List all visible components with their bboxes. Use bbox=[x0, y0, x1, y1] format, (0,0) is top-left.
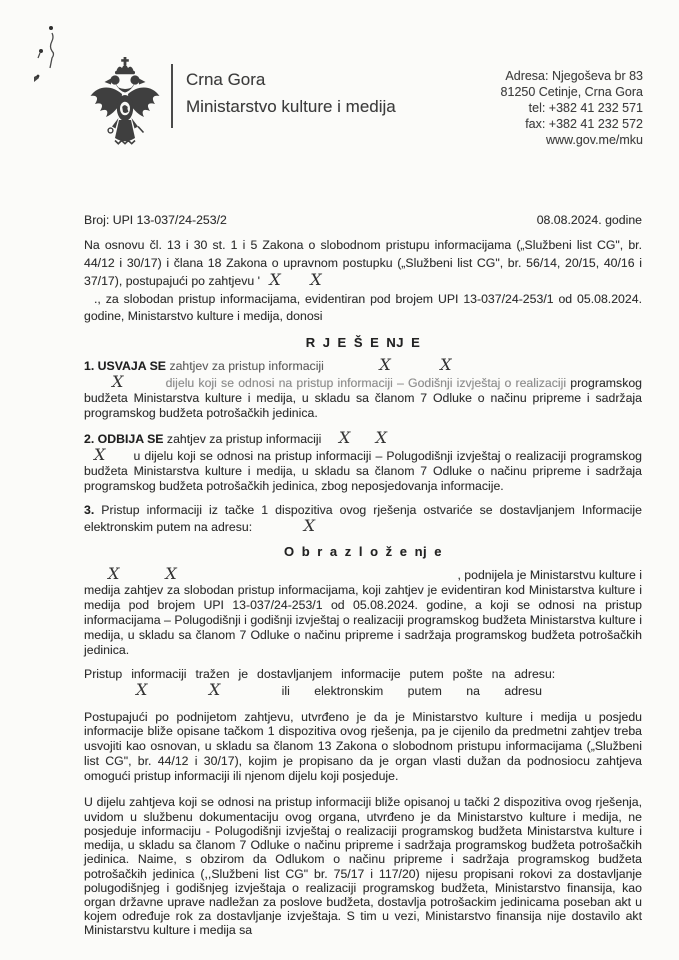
decision-item-1 bbox=[84, 354, 643, 421]
montenegro-coat-of-arms-icon bbox=[86, 56, 164, 160]
redaction-x-mark: X bbox=[136, 679, 148, 699]
doc-date: 08.08.2024. godine bbox=[536, 213, 642, 227]
contact-address-line2: 81250 Cetinje, Crna Gora bbox=[500, 85, 643, 99]
contact-tel: tel: +382 41 232 571 bbox=[528, 101, 643, 115]
obrazlozenje-heading: O b r a z l o ž e nj e bbox=[283, 543, 443, 559]
decision-1-faded-text: dijelu koji se odnosi na pristup informaciji – Godišnji izvještaj o realizaciji bbox=[165, 375, 567, 390]
decision-1-line1: zahtjev za pristup informaciji bbox=[169, 358, 324, 373]
contact-block bbox=[501, 68, 643, 148]
contact-fax: fax: +382 41 232 572 bbox=[525, 117, 643, 131]
contact-web: www.gov.me/mku bbox=[545, 133, 643, 147]
doc-number: Broj: UPI 13-037/24-253/2 bbox=[84, 213, 227, 227]
obrazlozenje-paragraph-2 bbox=[84, 667, 642, 699]
decision-1-rest: programskog budžeta Ministarstva kulture i medija, u skladu sa članom 7 Odluke o načinu pripreme i sadržaja programskog budžeta potrošačkih jedinica. bbox=[84, 375, 643, 420]
document-body bbox=[84, 212, 642, 938]
contact-address-line1: Adresa: Njegoševa br 83 bbox=[505, 69, 643, 83]
scan-artifact-marks bbox=[26, 20, 76, 95]
redaction-x-mark: X bbox=[112, 371, 124, 391]
redaction-x-mark: X bbox=[269, 270, 281, 289]
redaction-x-mark: X bbox=[379, 354, 391, 374]
obrazlozenje-p1-right-text: , podnijela je Ministarstvu kulture i bbox=[457, 567, 642, 582]
redaction-x-mark: X bbox=[338, 427, 351, 447]
meta-row bbox=[84, 212, 642, 228]
redaction-x-mark: X bbox=[310, 270, 322, 289]
obrazlozenje-p2-line2-tail: ili elektronskim putem na adresu bbox=[281, 683, 542, 698]
obrazlozenje-p1-line1 bbox=[84, 563, 642, 583]
decision-1-lead: 1. USVAJA SE bbox=[84, 358, 167, 373]
obrazlozenje-paragraph-4: U dijelu zahtjeva koji se odnosi na pristup informaciji bliže opisanoj u tački 2 dispozitiva ovog rješenja, uvidom u službenu dokumentaciju ovog organa, utvrđeno je da Ministarstvo kulture i medija, ne posjeduje informaciju - Polugodišnji izvještaj o realizaciji programskog budžeta Ministarstva kulture i medija, u skladu sa članom 7 Odluke o načinu pripreme i sadržaja programskog budžeta potrošačkih jedinica. Naime, s obzirom da Odlukom o načinu pripreme i sadržaja programskog budžeta potrošačkih jedinica (,,Službeni list CG" br. 75/17 i 117/20) nijesu propisani rokovi za dostavljanje polugodišnjeg i godišnjeg izvještaja o realizaciji programskog budžeta, Ministarstvo finansija, kao organ državne uprave nadležan za poslove budžeta, dostavlja potrošackim jedinicama poseban akt u kojem određuje rok za dostavljanje izvještaja. S tim u vezi, Ministarstvo finansija nije dostavilo akt Ministarstvu kulture i medija sa bbox=[84, 795, 642, 938]
intro-continuation: ., za slobodan pristup informacijama, evidentiran pod brojem UPI 13-037/24-253/1 od 05.08.2024. godine, Ministarstvo kulture i medija, donosi bbox=[84, 291, 642, 323]
obrazlozenje-paragraph-3: Postupajući po podnijetom zahtjevu, utvrđeno je da je Ministarstvo kulture i medija u posjedu informacije bliže opisane tačkom 1 dispozitiva ovog rješenja, pa je cijenilo da predmetni zahtjev treba usvojiti kao osnovan, u skladu sa članom 13 Zakona o slobodnom pristupu informacijama („Službeni list CG", br. 44/12 i 30/17), kojim je propisano da je organ vlasti dužan da podnosiocu zahtjeva omogući pristup informaciji ili njenom dijelu koji posjeduje. bbox=[84, 709, 642, 783]
decision-3-text: Pristup informaciji iz tačke 1 dispozitiva ovog rješenja ostvariće se dostavljanjem Informacije elektronskim putem na adresu: bbox=[84, 502, 642, 534]
letterhead-divider bbox=[171, 64, 173, 128]
redaction-x-mark: X bbox=[165, 563, 177, 583]
obrazlozenje-p2-line1: Pristup informaciji tražen je dostavljanjem informacije putem pošte na adresu: bbox=[84, 666, 556, 681]
redaction-x-mark: X bbox=[375, 427, 388, 447]
redaction-x-mark: X bbox=[108, 563, 120, 583]
org-country: Crna Gora bbox=[186, 70, 266, 89]
decision-2-rest: u dijelu koji se odnosi na pristup informaciji – Polugodišnji izvještaj o realizaciji programskog budžeta Ministarstva kulture i medija, u skladu sa članom 7 Odluke o načinu pripreme i sadržaja programskog budžeta potrošačkih jedinica, zbog neposjedovanja informacije. bbox=[84, 448, 642, 493]
intro-text: Na osnovu čl. 13 i 30 st. 1 i 5 Zakona o slobodnom pristupu informacijama („Službeni list CG", br. 44/12 i 30/17) i člana 18 Zakona o upravnom postupku („Službeni list CG", br. 56/14, 20/15, 40/16 i 37/17), postupajući po zahtjevu ' bbox=[84, 238, 642, 288]
redaction-x-mark: X bbox=[303, 515, 315, 535]
org-ministry: Ministarstvo kulture i medija bbox=[186, 97, 396, 116]
decision-2-lead: 2. ODBIJA SE bbox=[84, 431, 164, 446]
obrazlozenje-paragraph-1 bbox=[84, 563, 642, 658]
intro-paragraph bbox=[84, 237, 642, 291]
decision-2-line1: zahtjev za pristup informaciji bbox=[166, 431, 322, 446]
decision-3-lead: 3. bbox=[84, 502, 95, 517]
obrazlozenje-p2-line2 bbox=[84, 679, 642, 699]
decision-item-3 bbox=[84, 503, 642, 535]
decision-item-2 bbox=[84, 427, 642, 494]
obrazlozenje-p1-rest: medija zahtjev za slobodan pristup informacijama, koji zahtjev je evidentiran kod Ministarstva kulture i medija pod brojem UPI 13-037/24-253/1 od 05.08.2024. godine, a koji se odnosi na pristup informacijama – Polugodišnji i godišnji izvještaj o realizaciji programskog budžeta Ministarstva kulture i medija, u skladu sa članom 7 Odluke o načinu pripreme i sadržaja programskog budžeta potrošačkih jedinica. bbox=[84, 582, 642, 657]
redaction-x-mark: X bbox=[94, 444, 106, 464]
redaction-x-mark: X bbox=[208, 679, 221, 699]
rjesenje-heading: R J E Š E NJ E bbox=[305, 334, 421, 350]
redaction-x-mark: X bbox=[440, 354, 452, 374]
